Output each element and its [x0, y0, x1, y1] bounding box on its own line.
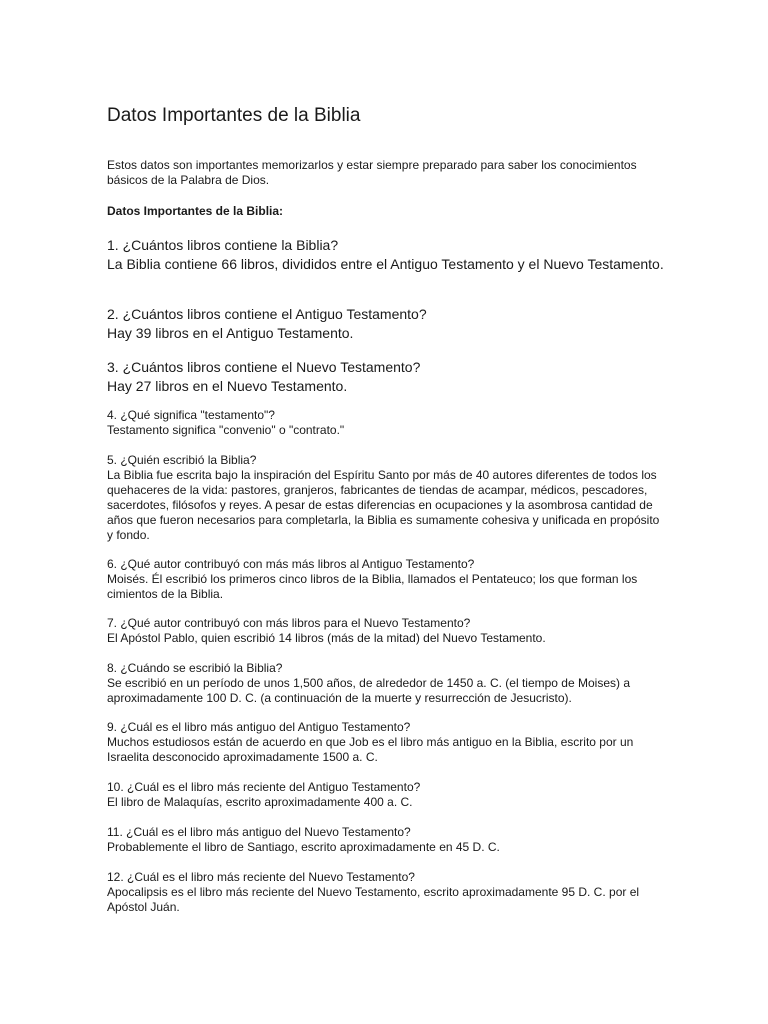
qa-item-4 [107, 408, 667, 438]
question-11: 11. ¿Cuál es el libro más antiguo del Nuevo Testamento? [107, 825, 411, 839]
qa-item-5 [107, 453, 667, 543]
answer-10: El libro de Malaquías, escrito aproximadamente 400 a. C. [107, 795, 413, 809]
question-9: 9. ¿Cuál es el libro más antiguo del Antiguo Testamento? [107, 720, 411, 734]
qa-item-6 [107, 557, 667, 602]
question-10: 10. ¿Cuál es el libro más reciente del Antiguo Testamento? [107, 780, 421, 794]
answer-8: Se escribió en un período de unos 1,500 años, de alrededor de 1450 a. C. (el tiempo de Moises) a aproximadamente 100 D. C. (a continuación de la muerte y resurrección de Jesucristo). [107, 676, 631, 705]
answer-5: La Biblia fue escrita bajo la inspiración del Espíritu Santo por más de 40 autores diferentes de todos los quehaceres de la vida: pastores, granjeros, fabricantes de tiendas de acampar, médicos, pescadores, sacerdotes, filósofos y reyes. A pesar de estas diferencias en ocupaciones y la asombrosa cantidad de años que fueron necesarios para completarla, la Biblia es sumamente cohesiva y unificada en propósito y fondo. [107, 468, 660, 542]
answer-3: Hay 27 libros en el Nuevo Testamento. [107, 377, 348, 394]
answer-7: El Apóstol Pablo, quien escribió 14 libros (más de la mitad) del Nuevo Testamento. [107, 631, 546, 645]
answer-2: Hay 39 libros en el Antiguo Testamento. [107, 324, 354, 341]
qa-item-2 [107, 305, 667, 342]
question-2: 2. ¿Cuántos libros contiene el Antiguo Testamento? [107, 306, 427, 322]
qa-item-8 [107, 661, 667, 706]
question-1: 1. ¿Cuántos libros contiene la Biblia? [107, 237, 339, 253]
answer-6: Moisés. Él escribió los primeros cinco libros de la Biblia, llamados el Pentateuco; los que forman los cimientos de la Biblia. [107, 572, 638, 601]
qa-item-9 [107, 720, 667, 765]
question-4: 4. ¿Qué significa "testamento"? [107, 408, 275, 422]
question-3: 3. ¿Cuántos libros contiene el Nuevo Testamento? [107, 359, 421, 375]
question-5: 5. ¿Quién escribió la Biblia? [107, 453, 257, 467]
qa-item-7 [107, 616, 667, 646]
question-6: 6. ¿Qué autor contribuyó con más más libros al Antiguo Testamento? [107, 557, 475, 571]
question-12: 12. ¿Cuál es el libro más reciente del Nuevo Testamento? [107, 870, 415, 884]
intro-paragraph: Estos datos son importantes memorizarlos y estar siempre preparado para saber los conocimientos básicos de la Palabra de Dios. [107, 158, 637, 187]
answer-4: Testamento significa "convenio" o "contrato." [107, 423, 345, 437]
answer-1: La Biblia contiene 66 libros, divididos entre el Antiguo Testamento y el Nuevo Testamento. [107, 255, 664, 272]
qa-item-1 [107, 236, 667, 273]
answer-12: Apocalipsis es el libro más reciente del Nuevo Testamento, escrito aproximadamente 95 D. C. por el Apóstol Juán. [107, 885, 640, 914]
question-7: 7. ¿Qué autor contribuyó con más libros para el Nuevo Testamento? [107, 616, 471, 630]
section-heading: Datos Importantes de la Biblia: [107, 204, 284, 218]
document-title: Datos Importantes de la Biblia [107, 105, 361, 126]
qa-item-12 [107, 870, 667, 915]
qa-item-10 [107, 780, 667, 810]
answer-11: Probablemente el libro de Santiago, escrito aproximadamente en 45 D. C. [107, 840, 500, 854]
answer-9: Muchos estudiosos están de acuerdo en que Job es el libro más antiguo en la Biblia, escrito por un Israelita desconocido aproximadamente 1500 a. C. [107, 735, 634, 764]
qa-item-3 [107, 358, 667, 395]
question-8: 8. ¿Cuándo se escribió la Biblia? [107, 661, 283, 675]
qa-item-11 [107, 825, 667, 855]
